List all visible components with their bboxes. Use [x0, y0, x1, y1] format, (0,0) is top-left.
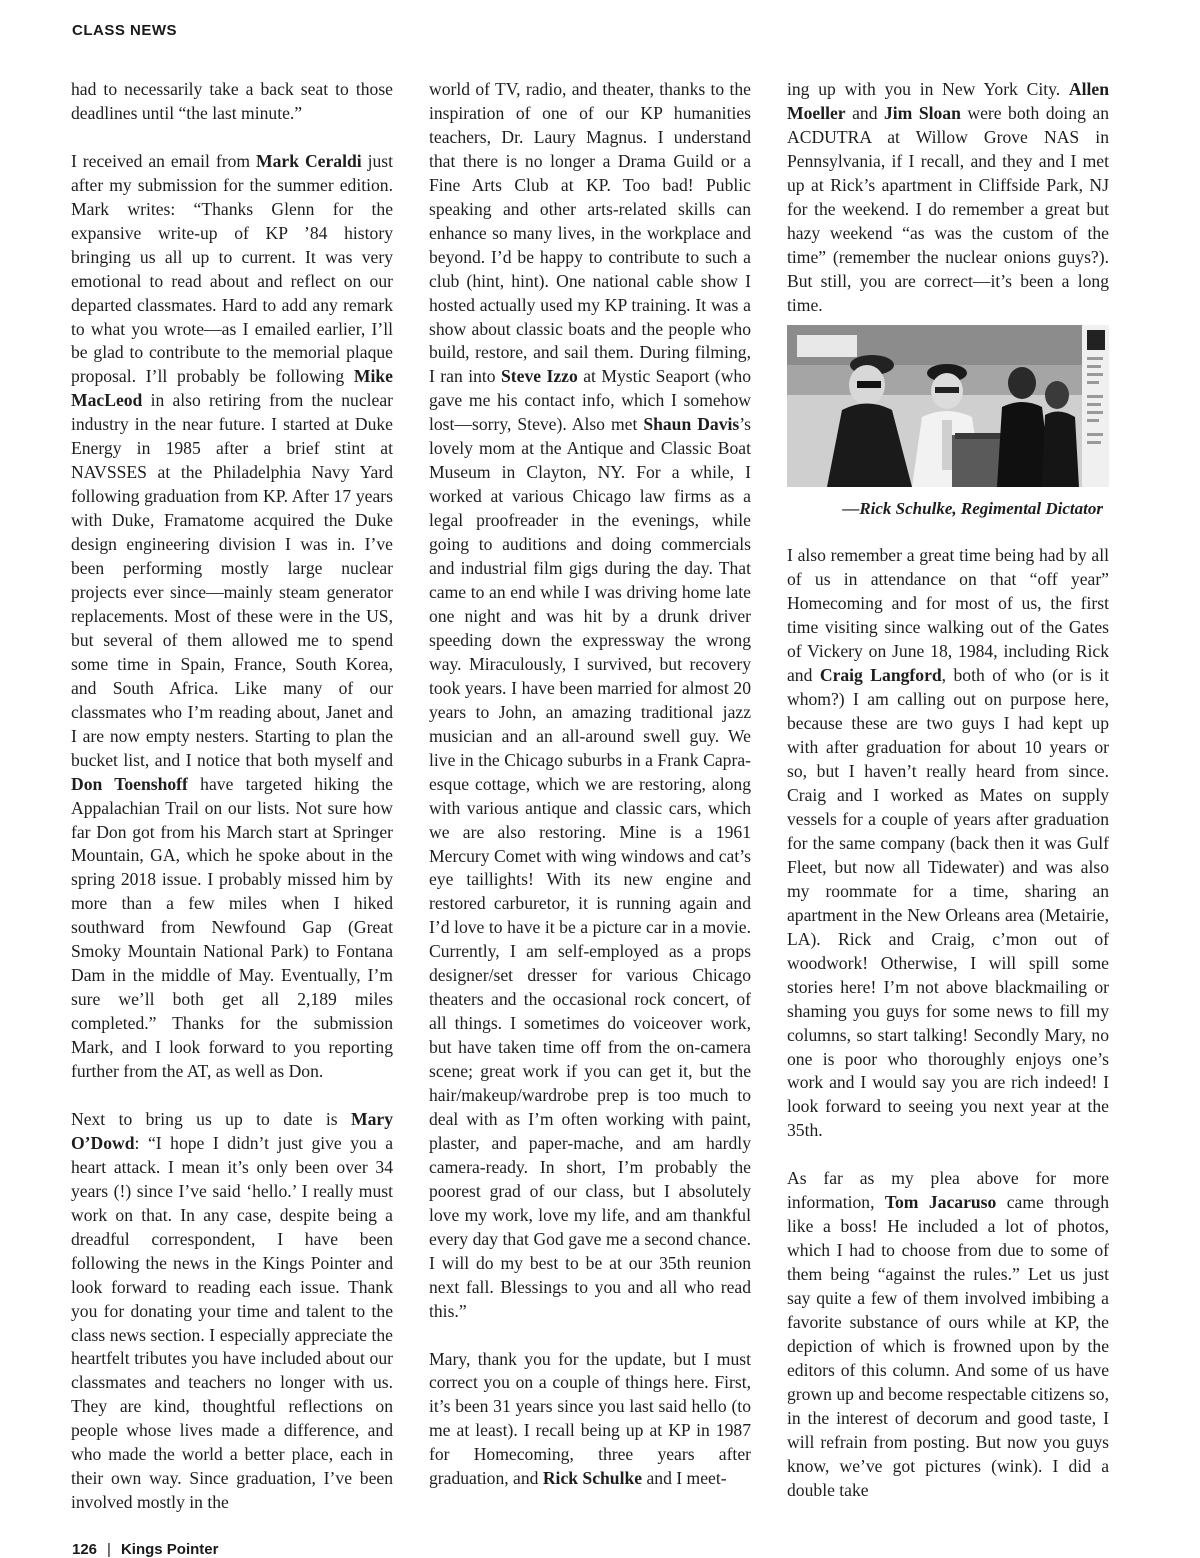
page-footer	[72, 1541, 218, 1558]
photo-image	[787, 325, 1109, 487]
paragraph: had to necessarily take a back seat to those deadlines until “the last minute.”	[71, 79, 393, 123]
paragraph: world of TV, radio, and theater, thanks to the inspiration of one of our KP humanities teachers, Dr. Laury Magnus. I understand that there is no longer a Drama Guild or a Fine Arts Club at KP. Too bad! Public speaking and other arts-related skills can enhance so many lives, in the workplace and beyond. I’d be happy to contribute to such a club (hint, hint). One national cable show I hosted actually used my KP training. It was a show about classic boats and the people who build, restore, and sail them. During filming, I ran into Steve Izzo at Mystic Seaport (who gave me his contact info, which I somehow lost—sorry, Steve). Also met Shaun Davis’s lovely mom at the Antique and Classic Boat Museum in Clayton, NY. For a while, I worked at various Chicago law firms as a legal proofreader in the evenings, while going to auditions and doing commercials and industrial film gigs during the day. That came to an end while I was driving home late one night and was hit by a drunk driver speeding down the expressway the wrong way. Miraculously, I survived, but recovery took years. I have been married for almost 20 years to John, an amazing traditional jazz musician and an all-around swell guy. We live in the Chicago suburbs in a Frank Capra-esque cottage, which we are restoring, along with various antique and classic cars, which we are also restoring. Mine is a 1961 Mercury Comet with wing windows and cat’s eye taillights! With its new engine and restored carburetor, it is running again and I’d love to have it be a picture car in a movie. Currently, I am self-employed as a props designer/set dresser for various Chicago theaters and the occasional rock concert, of all things. I sometimes do voiceover work, but have taken time off from the on-camera scene; great work if you can get it, but the hair/makeup/wardrobe prep is too much to deal with as I’m often working with paint, plaster, and paper-mache, and am hardly camera-ready. In short, I’m probably the poorest grad of our class, but I absolutely love my work, love my life, and am thankful every day that God gave me a second chance. I will do my best to be at our 35th reunion next fall. Blessings to you and all who read this.”	[429, 79, 752, 1321]
publication-name: Kings Pointer	[120, 1541, 219, 1558]
regimental-photo	[787, 325, 1109, 487]
text-column-2	[429, 78, 751, 1491]
classmate-name: Mary O’Dowd	[71, 1108, 393, 1153]
paragraph: Next to bring us up to date is Mary O’Dowd: “I hope I didn’t just give you a heart attack. I mean it’s only been over 34 years (!) since I’ve said ‘hello.’ I really must work on that. In any case, despite being a dreadful correspondent, I have been following the news in the Kings Pointer and look forward to reading each issue. Thank you for donating your time and talent to the class news section. I especially appreciate the heartfelt tributes you have included about our classmates and teachers no longer with us. They are kind, thoughtful reflections on people whose lives made a difference, and who made the world a better place, each in their own way. Since graduation, I’ve been involved mostly in the	[71, 1108, 393, 1513]
text-column-1	[71, 78, 393, 1515]
classmate-name: Craig Langford	[819, 665, 942, 686]
paragraph: Mary, thank you for the update, but I must correct you on a couple of things here. First, it’s been 31 years since you last said hello (to me at least). I recall being up at KP in 1987 for Homecoming, three years after graduation, and Rick Schulke and I meet-	[429, 1348, 751, 1489]
paragraph: I also remember a great time being had by all of us in attendance on that “off year” Homecoming and for most of us, the first time visiting since walking out of the Gates of Vickery on June 18, 1984, including Rick and Craig Langford, both of who (or is it whom?) I am calling out on purpose here, because these are two guys I had kept up with after graduation for about 10 years or so, but I haven’t really heard from since. Craig and I worked as Mates on supply vessels for a couple of years after graduation for the same company (back then it was Gulf Fleet, but now all Tidewater) and was also my roommate for a time, sharing an apartment in the New Orleans area (Metairie, LA). Rick and Craig, c’mon out of woodwork! Otherwise, I will spill some stories here! I’m not above blackmailing or shaming you guys for some news to fill my columns, so start talking! Secondly Mary, no one is poor who thoroughly enjoys one’s work and I would say you are rich indeed! I look forward to seeing you next year at the 35th.	[787, 545, 1109, 1141]
classmate-name: Mike MacLeod	[71, 366, 393, 411]
text-column-3	[787, 78, 1109, 1503]
classmate-name: Rick Schulke	[542, 1468, 643, 1489]
page-number: 126	[72, 1541, 98, 1558]
classmate-name: Allen Moeller	[787, 79, 1109, 123]
classmate-name: Mark Ceraldi	[256, 150, 362, 171]
footer-separator: |	[107, 1541, 111, 1558]
classmate-name: Shaun Davis	[643, 414, 740, 435]
paragraph: As far as my plea above for more information, Tom Jacaruso came through like a boss! He included a lot of photos, which I had to choose from due to some of them being “against the rules.” Let us just say quite a few of them involved imbibing a favorite substance of ours while at KP, the depiction of which is frowned upon by the editors of this column. And some of us have grown up and become respectable citizens so, in the interest of decorum and good taste, I will refrain from posting. But now you guys know, we’ve got pictures (wink). I did a double take	[787, 1168, 1109, 1500]
classmate-name: Jim Sloan	[884, 102, 961, 123]
classmate-name: Steve Izzo	[501, 366, 578, 387]
photo-caption: —Rick Schulke, Regimental Dictator	[842, 498, 1103, 518]
paragraph: I received an email from Mark Ceraldi just after my submission for the summer edition. Mark writes: “Thanks Glenn for the expansive write-up of KP ’84 history bringing us all up to current. It was very emotional to read about and reflect on our departed classmates. Hard to add any remark to what you wrote—as I emailed earlier, I’ll be glad to contribute to the memorial plaque proposal. I’ll probably be following Mike MacLeod in also retiring from the nuclear industry in the near future. I started at Duke Energy in 1985 after a brief stint at NAVSSES at the Philadelphia Navy Yard following graduation from KP. After 17 years with Duke, Framatome acquired the Duke design engineering division I was in. I’ve been performing mostly large nuclear projects ever since—mainly steam generator replacements. Most of these were in the US, but several of them allowed me to spend some time in Spain, France, South Korea, and South Africa. Like many of our classmates who I’m reading about, Janet and I are now empty nesters. Starting to plan the bucket list, and I notice that both myself and Don Toenshoff have targeted hiking the Appalachian Trail on our lists. Not sure how far Don got from his March start at Springer Mountain, GA, which he spoke about in the spring 2018 issue. I probably missed him by more than a few miles when I hiked southward from Newfound Gap (Great Smoky Mountain National Park) to Fontana Dam in the middle of May. Eventually, I’m sure we’ll both get all 2,189 miles completed.” Thanks for the submission Mark, and I look forward to you reporting further from the AT, as well as Don.	[71, 150, 393, 1082]
paragraph: ing up with you in New York City. Allen Moeller and Jim Sloan were both doing an ACDUTRA at Willow Grove NAS in Pennsylvania, if I recall, and they and I met up at Rick’s apartment in Cliffside Park, NJ for the weekend. I do remember a great but hazy weekend “as was the custom of the time” (remember the nuclear onions guys?). But still, you are correct—it’s been a long time.	[787, 79, 1109, 315]
section-header: CLASS NEWS	[72, 22, 178, 39]
classmate-name: Don Toenshoff	[71, 773, 188, 794]
classmate-name: Tom Jacaruso	[884, 1192, 997, 1213]
